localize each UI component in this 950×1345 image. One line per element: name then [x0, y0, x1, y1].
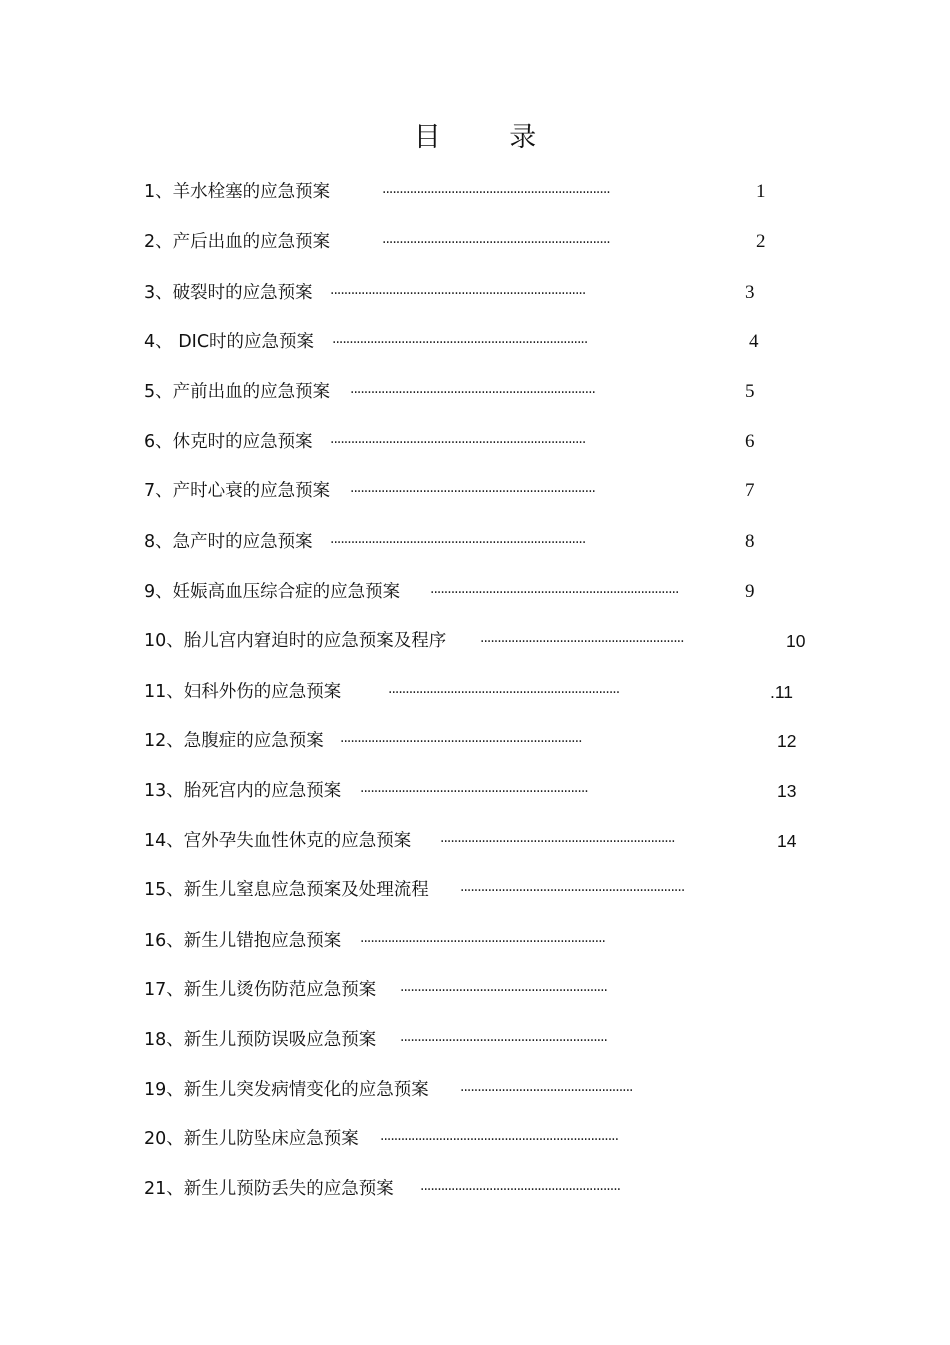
toc-entry-page: 6	[745, 431, 755, 452]
toc-entry-text: 10、胎儿宫内窘迫时的应急预案及程序	[144, 631, 447, 651]
toc-entry-page: 8	[745, 531, 755, 552]
dot-leader: ·····································································	[380, 1132, 619, 1148]
dot-leader: ·······································································	[360, 934, 605, 950]
toc-entry-text: 1、羊水栓塞的应急预案	[144, 182, 331, 202]
toc-entry-text: 21、新生儿预防丢失的应急预案	[144, 1179, 394, 1199]
toc-entry-text: 15、新生儿窒息应急预案及处理流程	[144, 880, 429, 900]
dot-leader: ··················································	[460, 1083, 633, 1099]
dot-leader: ····························································	[400, 1033, 608, 1049]
toc-entry-page: 10	[786, 631, 806, 651]
dot-leader: ······································································	[340, 734, 582, 750]
toc-entry-page: .11	[770, 682, 794, 702]
toc-entry-text: 19、新生儿突发病情变化的应急预案	[144, 1080, 429, 1100]
toc-entry-page: 7	[745, 480, 755, 501]
dot-leader: ····································································	[440, 834, 675, 850]
toc-entry-page: 9	[745, 581, 755, 602]
toc-entry-page: 14	[777, 831, 797, 851]
dot-leader: ··································································	[382, 235, 610, 251]
dot-leader: ···························································	[480, 634, 684, 650]
toc-entry-text: 17、新生儿烫伤防范应急预案	[144, 980, 377, 1000]
toc-entry-page: 5	[745, 381, 755, 402]
toc-entry-text: 11、妇科外伤的应急预案	[144, 682, 342, 702]
dot-leader: ·································································	[460, 883, 685, 899]
dot-leader: ··········································································	[330, 435, 586, 451]
dot-leader: ·······································································	[350, 385, 595, 401]
dot-leader: ··········································································	[330, 535, 586, 551]
toc-entry-page: 13	[777, 781, 797, 801]
dot-leader: ··································································	[382, 185, 610, 201]
toc-entry-text: 12、急腹症的应急预案	[144, 731, 324, 751]
dot-leader: ··········································································	[332, 335, 588, 351]
toc-entry-page: 3	[745, 282, 755, 303]
dot-leader: ····························································	[400, 983, 608, 999]
dot-leader: ··········································································	[330, 286, 586, 302]
toc-entry-text: 18、新生儿预防误吸应急预案	[144, 1030, 377, 1050]
dot-leader: ··································································	[360, 784, 588, 800]
toc-entry-text: 14、宫外孕失血性休克的应急预案	[144, 831, 412, 851]
toc-entry-text: 16、新生儿错抱应急预案	[144, 931, 342, 951]
dot-leader: ·······································································	[350, 484, 595, 500]
toc-entry-text: 7、产时心衰的应急预案	[144, 481, 331, 501]
toc-entry-page: 1	[756, 181, 766, 202]
toc-entry-text: 6、休克时的应急预案	[144, 432, 313, 452]
toc-entry-page: 4	[749, 331, 759, 352]
toc-entry-text: 2、产后出血的应急预案	[144, 232, 331, 252]
toc-entry-page: 2	[756, 231, 766, 252]
toc-entry-text: 4、 DIC时的应急预案	[144, 332, 315, 352]
toc-entry-text: 20、新生儿防坠床应急预案	[144, 1129, 359, 1149]
toc-entry-text: 9、妊娠高血压综合症的应急预案	[144, 582, 401, 602]
toc-entry-text: 3、破裂时的应急预案	[144, 283, 313, 303]
toc-title: 目 录	[413, 122, 567, 153]
dot-leader: ··························································	[420, 1182, 621, 1198]
dot-leader: ········································································	[430, 585, 679, 601]
toc-entry-text: 5、产前出血的应急预案	[144, 382, 331, 402]
toc-entry-text: 13、胎死宫内的应急预案	[144, 781, 342, 801]
toc-entry-text: 8、急产时的应急预案	[144, 532, 313, 552]
dot-leader: ···································································	[388, 685, 620, 701]
toc-entry-page: 12	[777, 731, 797, 751]
